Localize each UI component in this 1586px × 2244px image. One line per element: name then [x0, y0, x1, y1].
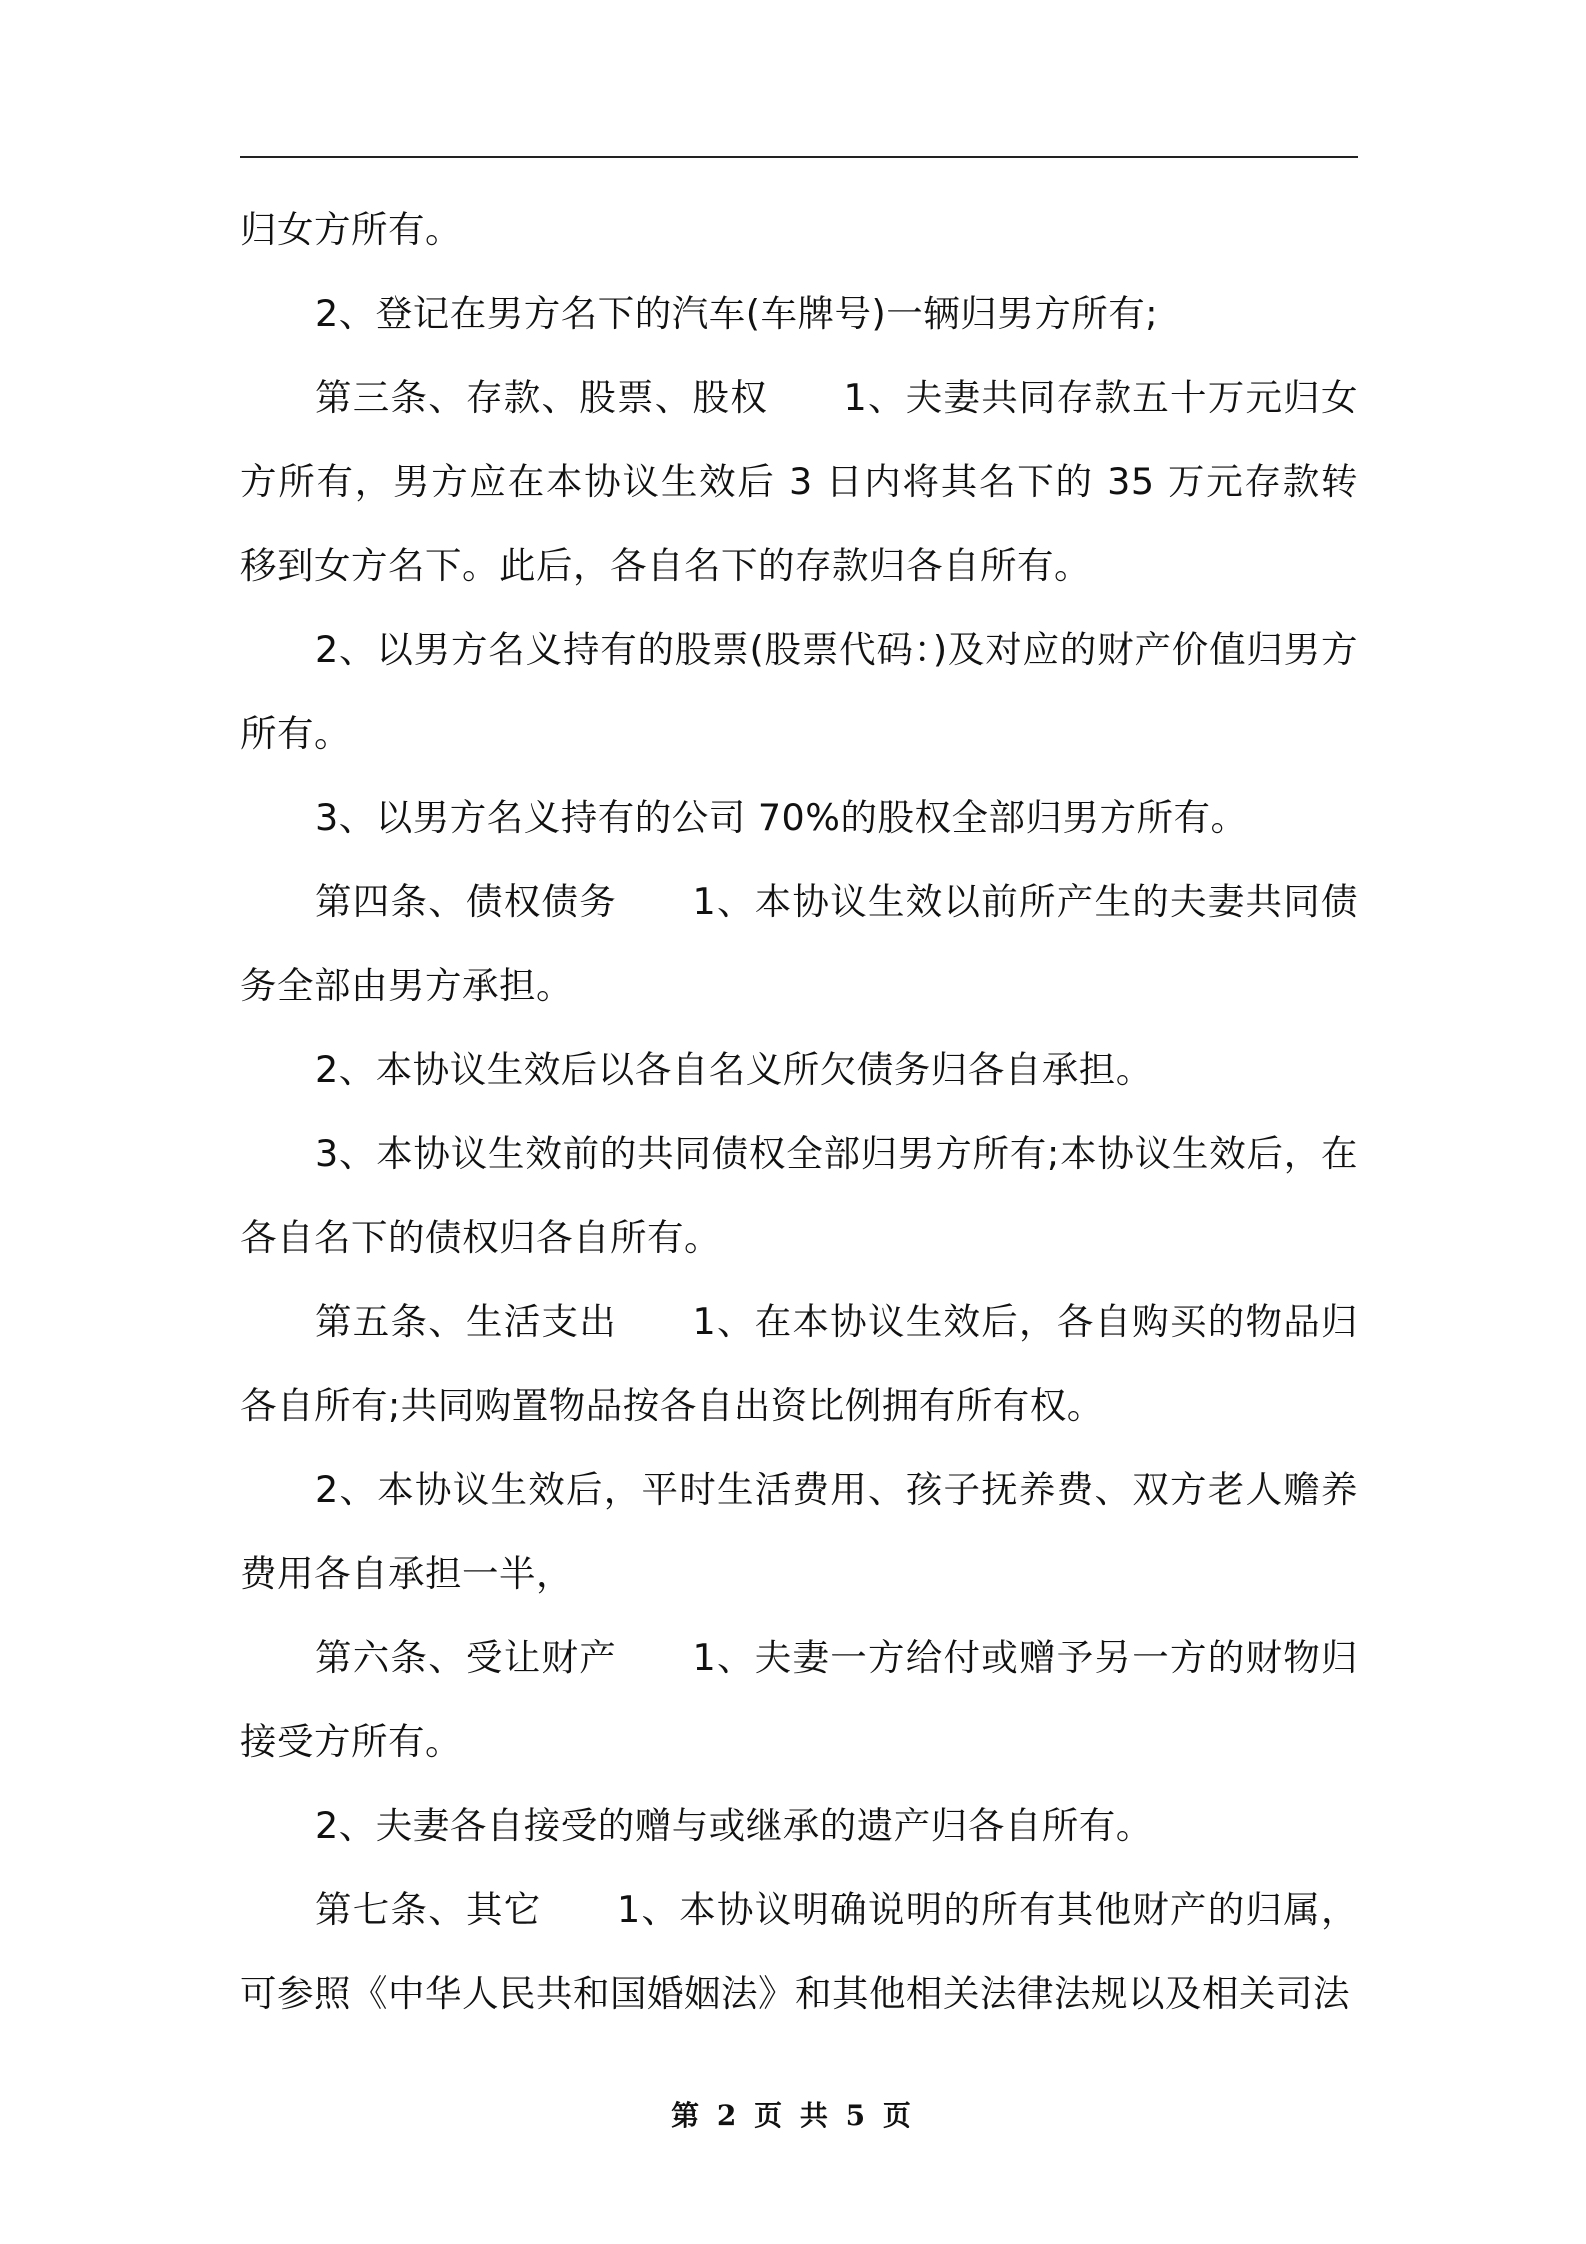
paragraph: 2、夫妻各自接受的赠与或继承的遗产归各自所有。 — [315, 1804, 1153, 1847]
paragraph: 第三条、存款、股票、股权 1、夫妻共同存款五十万元归女方所有，男方应在本协议生效后 3 日内将其名下的 35 万元存款转移到女方名下。此后，各自名下的存款归各自所有。 — [240, 376, 1358, 587]
paragraph: 第四条、债权债务 1、本协议生效以前所产生的夫妻共同债务全部由男方承担。 — [240, 880, 1358, 1007]
paragraph: 归女方所有。 — [240, 208, 462, 251]
paragraph: 2、本协议生效后以各自名义所欠债务归各自承担。 — [315, 1048, 1153, 1091]
document-body — [240, 188, 1358, 2036]
header-rule — [240, 156, 1358, 158]
paragraph: 2、本协议生效后，平时生活费用、孩子抚养费、双方老人赡养费用各自承担一半， — [240, 1468, 1358, 1595]
paragraph: 第五条、生活支出 1、在本协议生效后，各自购买的物品归各自所有;共同购置物品按各自出资比例拥有所有权。 — [240, 1300, 1358, 1427]
paragraph: 2、以男方名义持有的股票(股票代码：)及对应的财产价值归男方所有。 — [240, 628, 1358, 755]
page-number-footer: 第 2 页 共 5 页 — [671, 2099, 915, 2132]
paragraph: 3、本协议生效前的共同债权全部归男方所有;本协议生效后，在各自名下的债权归各自所有。 — [240, 1132, 1358, 1259]
paragraph: 3、以男方名义持有的公司 70%的股权全部归男方所有。 — [315, 796, 1248, 839]
paragraph: 第六条、受让财产 1、夫妻一方给付或赠予另一方的财物归接受方所有。 — [240, 1636, 1358, 1763]
paragraph: 2、登记在男方名下的汽车(车牌号)一辆归男方所有; — [315, 292, 1158, 335]
paragraph: 第七条、其它 1、本协议明确说明的所有其他财产的归属，可参照《中华人民共和国婚姻法》和其他相关法律法规以及相关司法 — [240, 1888, 1358, 2015]
